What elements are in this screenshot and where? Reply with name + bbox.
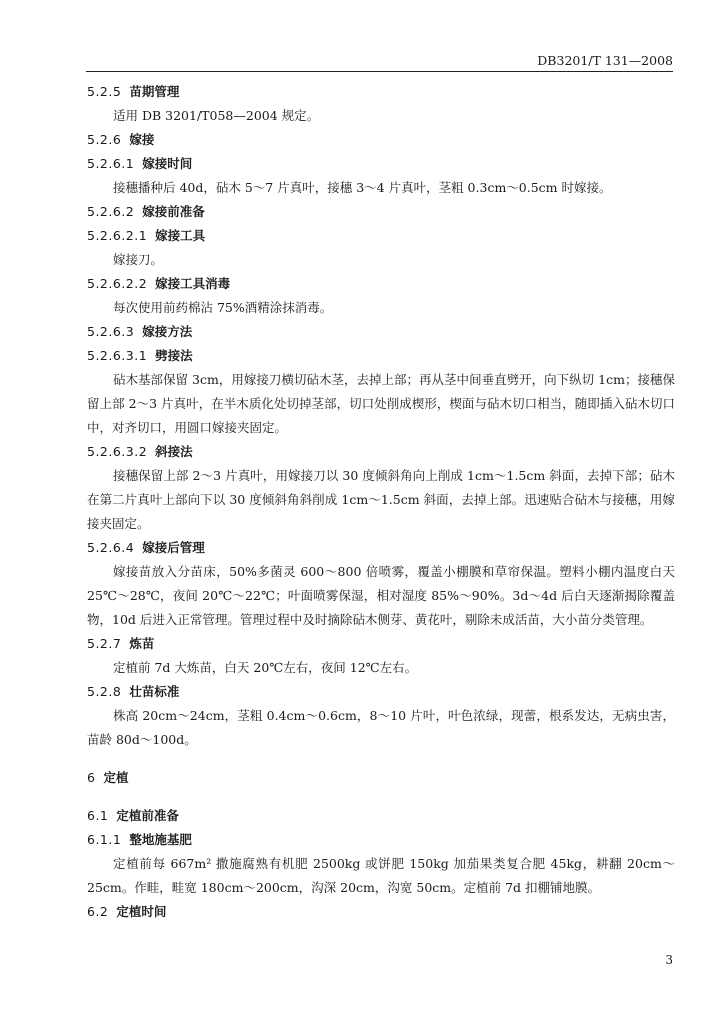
section-title: 定植 (103, 770, 129, 785)
section-number: 6.1 (87, 808, 109, 823)
section-heading (87, 680, 675, 704)
section-number: 5.2.6.4 (87, 540, 135, 555)
section-heading (87, 440, 675, 464)
section-heading (87, 900, 675, 924)
section-title: 嫁接前准备 (142, 204, 205, 219)
document-body (87, 80, 675, 924)
paragraph: 定植前每 667m² 撒施腐熟有机肥 2500kg 或饼肥 150kg 加茄果类复合肥 45kg，耕翻 20cm～25cm。作畦，畦宽 180cm～200cm，沟深 20cm，沟宽 50cm。定植前 7d 扣棚铺地膜。 (87, 856, 675, 895)
document-code: DB3201/T 131—2008 (537, 53, 673, 68)
section-heading (87, 272, 675, 296)
section-number: 5.2.5 (87, 84, 122, 99)
section-heading (87, 152, 675, 176)
section-heading (87, 200, 675, 224)
section-number: 5.2.8 (87, 684, 122, 699)
spacer (87, 752, 675, 766)
section-heading (87, 80, 675, 104)
section-number: 5.2.6 (87, 132, 122, 147)
section-number: 5.2.6.3.2 (87, 444, 148, 459)
section-title: 劈接法 (155, 348, 193, 363)
section-title: 整地施基肥 (129, 832, 192, 847)
section-heading (87, 320, 675, 344)
section-heading (87, 632, 675, 656)
section-number: 5.2.6.1 (87, 156, 135, 171)
section-heading (87, 224, 675, 248)
paragraph: 定植前 7d 大炼苗，白天 20℃左右，夜间 12℃左右。 (113, 660, 418, 675)
header-rule (86, 71, 673, 72)
paragraph: 嫁接苗放入分苗床，50%多菌灵 600～800 倍喷雾，覆盖小棚膜和草帘保温。塑料小棚内温度白天 25℃～28℃，夜间 20℃～22℃；叶面喷雾保湿，相对湿度 85%～90%。3d～4d 后白天逐渐揭除覆盖物，10d 后进入正常管理。管理过程中及时摘除砧木侧芽、黄花叶，剔除未成活苗，大小苗分类管理。 (87, 564, 675, 627)
section-number: 5.2.6.3 (87, 324, 135, 339)
section-title: 嫁接工具 (155, 228, 206, 243)
section-title: 苗期管理 (129, 84, 180, 99)
paragraph: 适用 DB 3201/T058—2004 规定。 (113, 108, 320, 123)
section-number: 5.2.6.2.2 (87, 276, 148, 291)
section-number: 5.2.7 (87, 636, 122, 651)
paragraph: 嫁接刀。 (113, 252, 164, 267)
section-heading (87, 828, 675, 852)
section-heading (87, 766, 675, 790)
section-title: 炼苗 (129, 636, 155, 651)
section-number: 6.2 (87, 904, 109, 919)
section-title: 嫁接方法 (142, 324, 193, 339)
section-title: 嫁接后管理 (142, 540, 205, 555)
paragraph: 株高 20cm～24cm，茎粗 0.4cm～0.6cm，8～10 片叶，叶色浓绿，现蕾，根系发达，无病虫害，苗龄 80d～100d。 (87, 708, 675, 747)
section-title: 嫁接时间 (142, 156, 193, 171)
spacer (87, 790, 675, 804)
section-title: 嫁接工具消毒 (155, 276, 231, 291)
paragraph: 砧木基部保留 3cm，用嫁接刀横切砧木茎，去掉上部；再从茎中间垂直劈开，向下纵切 1cm；接穗保留上部 2～3 片真叶，在半木质化处切掉茎部，切口处削成楔形，楔面与砧木切口相当，随即插入砧木切口中，对齐切口，用圆口嫁接夹固定。 (87, 372, 675, 435)
section-title: 嫁接 (129, 132, 155, 147)
section-number: 6 (87, 770, 96, 785)
section-heading (87, 344, 675, 368)
paragraph: 接穗保留上部 2～3 片真叶，用嫁接刀以 30 度倾斜角向上削成 1cm～1.5cm 斜面，去掉下部；砧木在第二片真叶上部向下以 30 度倾斜角斜削成 1cm～1.5cm 斜面，去掉上部。迅速贴合砧木与接穗，用嫁接夹固定。 (87, 468, 675, 531)
section-heading (87, 804, 675, 828)
section-number: 5.2.6.2 (87, 204, 135, 219)
section-heading (87, 536, 675, 560)
page-number: 3 (665, 953, 673, 967)
section-title: 定植时间 (116, 904, 167, 919)
section-title: 定植前准备 (116, 808, 179, 823)
paragraph: 接穗播种后 40d，砧木 5～7 片真叶，接穗 3～4 片真叶，茎粗 0.3cm～0.5cm 时嫁接。 (113, 180, 612, 195)
section-number: 5.2.6.3.1 (87, 348, 148, 363)
paragraph: 每次使用前药棉沾 75%酒精涂抹消毒。 (113, 300, 333, 315)
section-number: 5.2.6.2.1 (87, 228, 148, 243)
section-number: 6.1.1 (87, 832, 122, 847)
section-heading (87, 128, 675, 152)
section-title: 壮苗标准 (129, 684, 180, 699)
section-title: 斜接法 (155, 444, 193, 459)
